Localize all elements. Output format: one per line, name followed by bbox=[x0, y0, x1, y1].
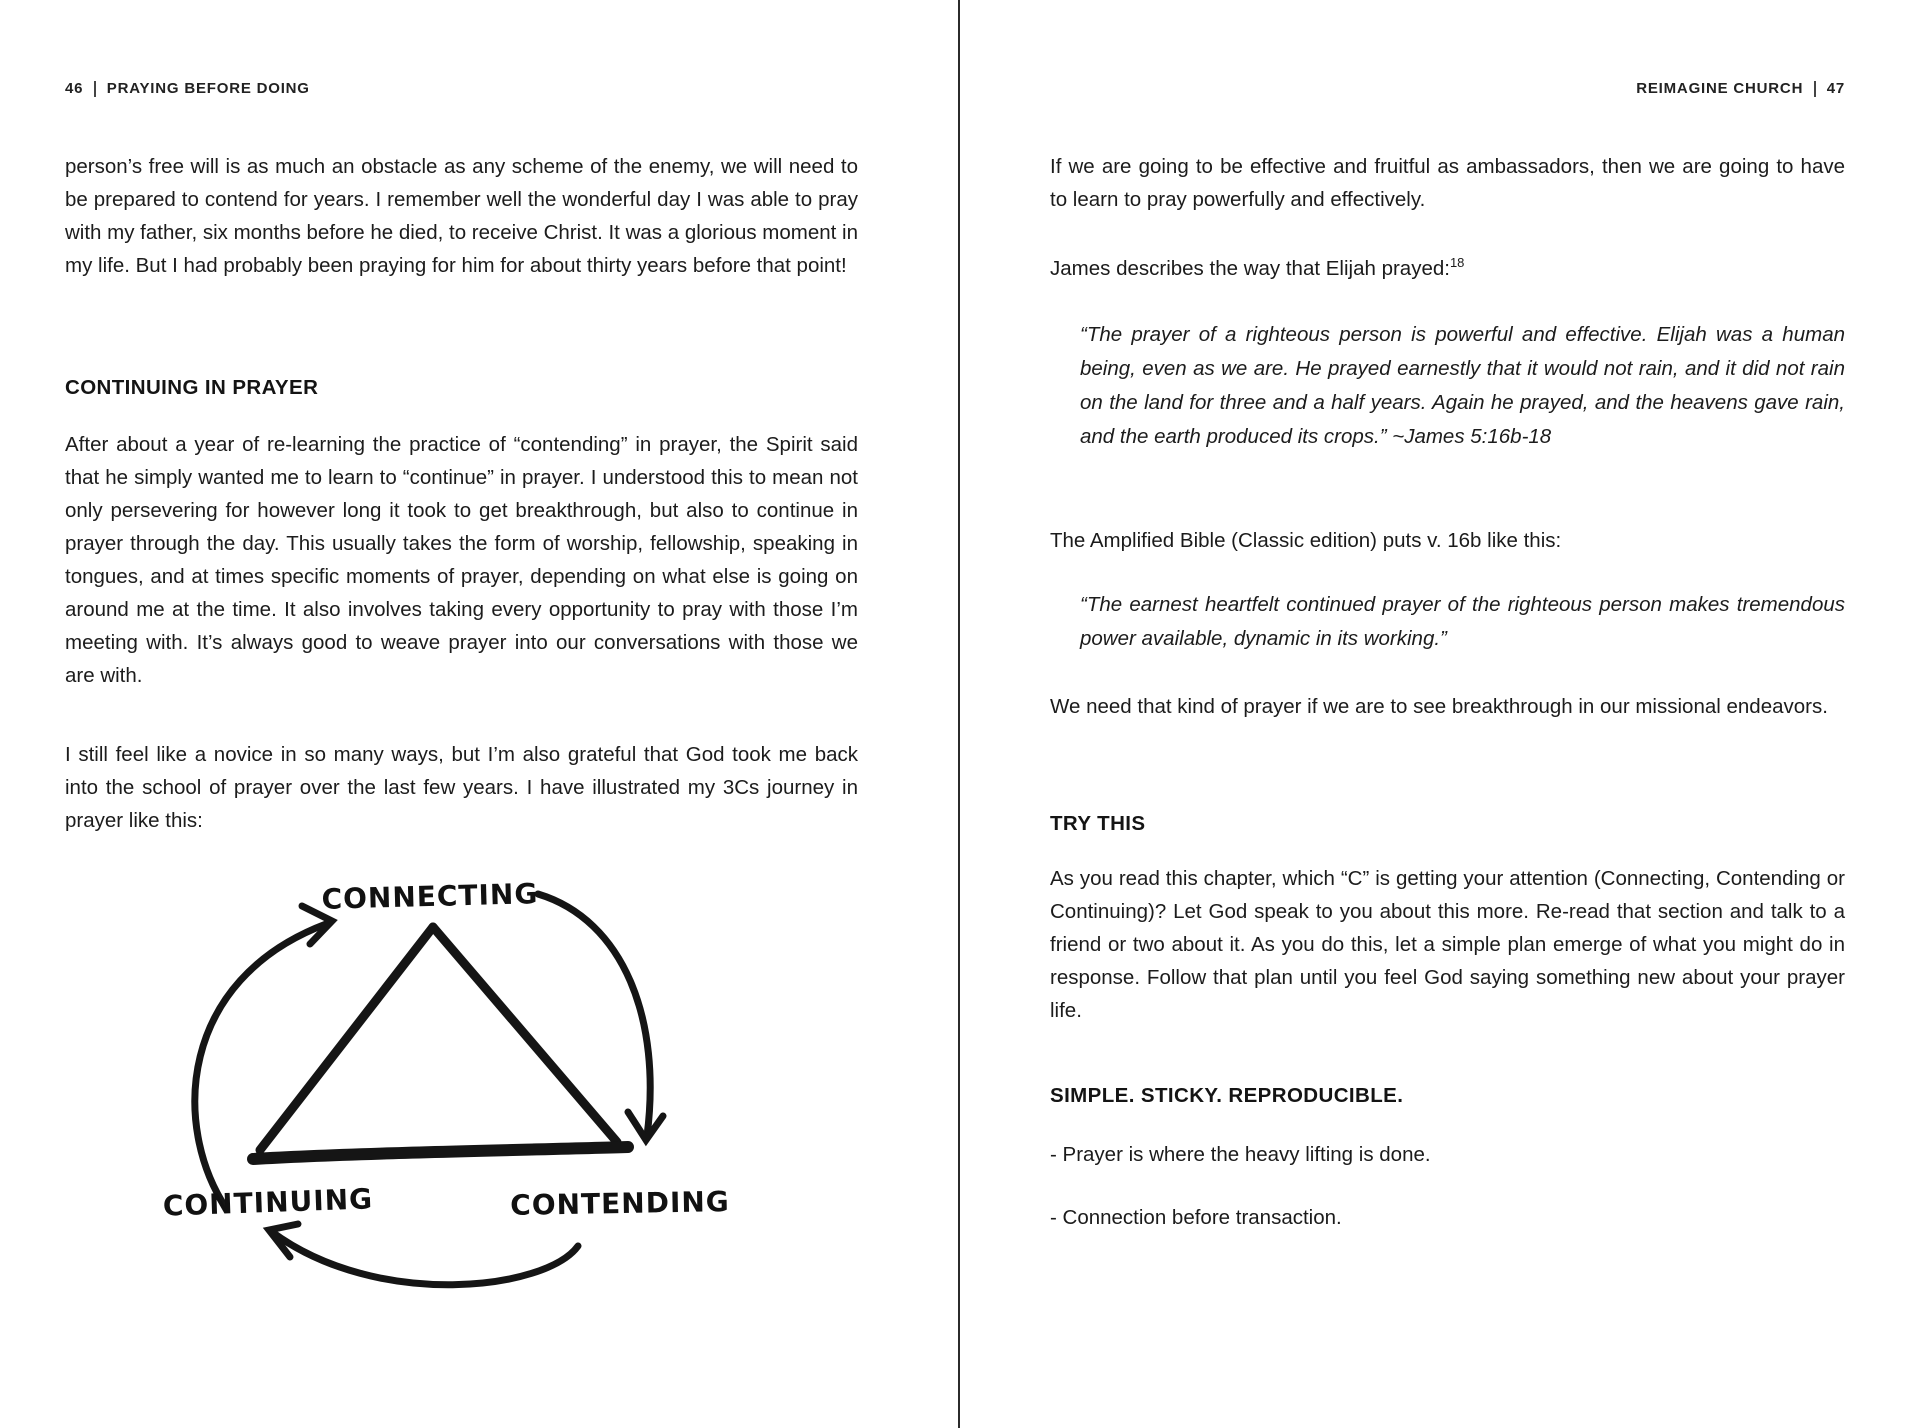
bullet-connection-before-transaction: - Connection before transaction. bbox=[1050, 1206, 1342, 1229]
left-paragraph-2: After about a year of re-learning the practice of “contending” in prayer, the Spirit said that he simply wanted me to learn to “continue” in prayer. I understood this to mean not only persevering for however long it took to get breakthrough, but also to continue in prayer through the day. This usually takes the form of worship, fellowship, speaking in tongues, and at times specific moments of prayer, depending on what else is going on around me at the time. It also involves taking every opportunity to pray with those I’m meeting with. It’s always good to weave prayer into our conversations with those we are with. bbox=[65, 433, 858, 687]
right-page-number: 47 bbox=[1826, 80, 1845, 97]
james-lead-text: James describes the way that Elijah prayed: bbox=[1050, 257, 1450, 280]
continuing-label: CONTINUING bbox=[162, 1182, 374, 1223]
james-quote: “The prayer of a righteous person is powerful and effective. Elijah was a human being, even as we are. He prayed earnestly that it would not rain, and it did not rain on the land for three and a half years. Again he prayed, and the heavens gave rain, and the earth produced its crops.” ~James 5:16b-18 bbox=[1080, 323, 1845, 448]
connecting-label: CONNECTING bbox=[321, 877, 539, 916]
right-running-title: REIMAGINE CHURCH bbox=[1636, 80, 1804, 97]
running-head-separator bbox=[94, 81, 96, 97]
three-cs-diagram bbox=[150, 858, 730, 1328]
right-paragraph-2 bbox=[1050, 252, 1845, 285]
amplified-quote: “The earnest heartfelt continued prayer of the righteous person makes tremendous power available, dynamic in its working.” bbox=[1080, 593, 1845, 650]
left-paragraph-3: I still feel like a novice in so many ways, but I’m also grateful that God took me back into the school of prayer over the last few years. I have illustrated my 3Cs journey in prayer like this: bbox=[65, 743, 858, 832]
left-running-head bbox=[65, 80, 310, 97]
right-paragraph-3: The Amplified Bible (Classic edition) puts v. 16b like this: bbox=[1050, 529, 1562, 552]
right-paragraph-4: We need that kind of prayer if we are to see breakthrough in our missional endeavors. bbox=[1050, 695, 1828, 718]
right-paragraph-5: As you read this chapter, which “C” is getting your attention (Connecting, Contending or Continuing)? Let God speak to you about this more. Re-read that section and talk to a friend or two about it. As you do this, let a simple plan emerge of what you might do in response. Follow that plan until you feel God saying something new about your prayer life. bbox=[1050, 867, 1845, 1022]
right-paragraph-1: If we are going to be effective and fruitful as ambassadors, then we are going to have to learn to pray powerfully and effectively. bbox=[1050, 155, 1845, 211]
try-this-heading: TRY THIS bbox=[1050, 812, 1146, 835]
bullet-prayer-heavy-lifting: - Prayer is where the heavy lifting is done. bbox=[1050, 1143, 1431, 1166]
continuing-in-prayer-heading: CONTINUING IN PRAYER bbox=[65, 376, 319, 399]
arrow-connecting-to-contending bbox=[538, 894, 663, 1140]
running-head-separator bbox=[1814, 81, 1816, 97]
left-page-number: 46 bbox=[65, 80, 84, 97]
left-paragraph-1: person’s free will is as much an obstacle as any scheme of the enemy, we will need to be prepared to contend for years. I remember well the wonderful day I was able to pray with my father, six months before he died, to receive Christ. It was a glorious moment in my life. But I had probably been praying for him for about thirty years before that point! bbox=[65, 155, 859, 277]
left-running-title: PRAYING BEFORE DOING bbox=[106, 80, 310, 97]
footnote-18: 18 bbox=[1449, 255, 1465, 271]
right-running-head bbox=[1636, 80, 1845, 97]
simple-sticky-reproducible-heading: SIMPLE. STICKY. REPRODUCIBLE. bbox=[1050, 1084, 1404, 1107]
triangle-shape bbox=[253, 927, 628, 1159]
arrow-contending-to-continuing bbox=[269, 1224, 578, 1285]
contending-label: CONTENDING bbox=[509, 1185, 730, 1222]
page-divider bbox=[958, 0, 960, 1428]
